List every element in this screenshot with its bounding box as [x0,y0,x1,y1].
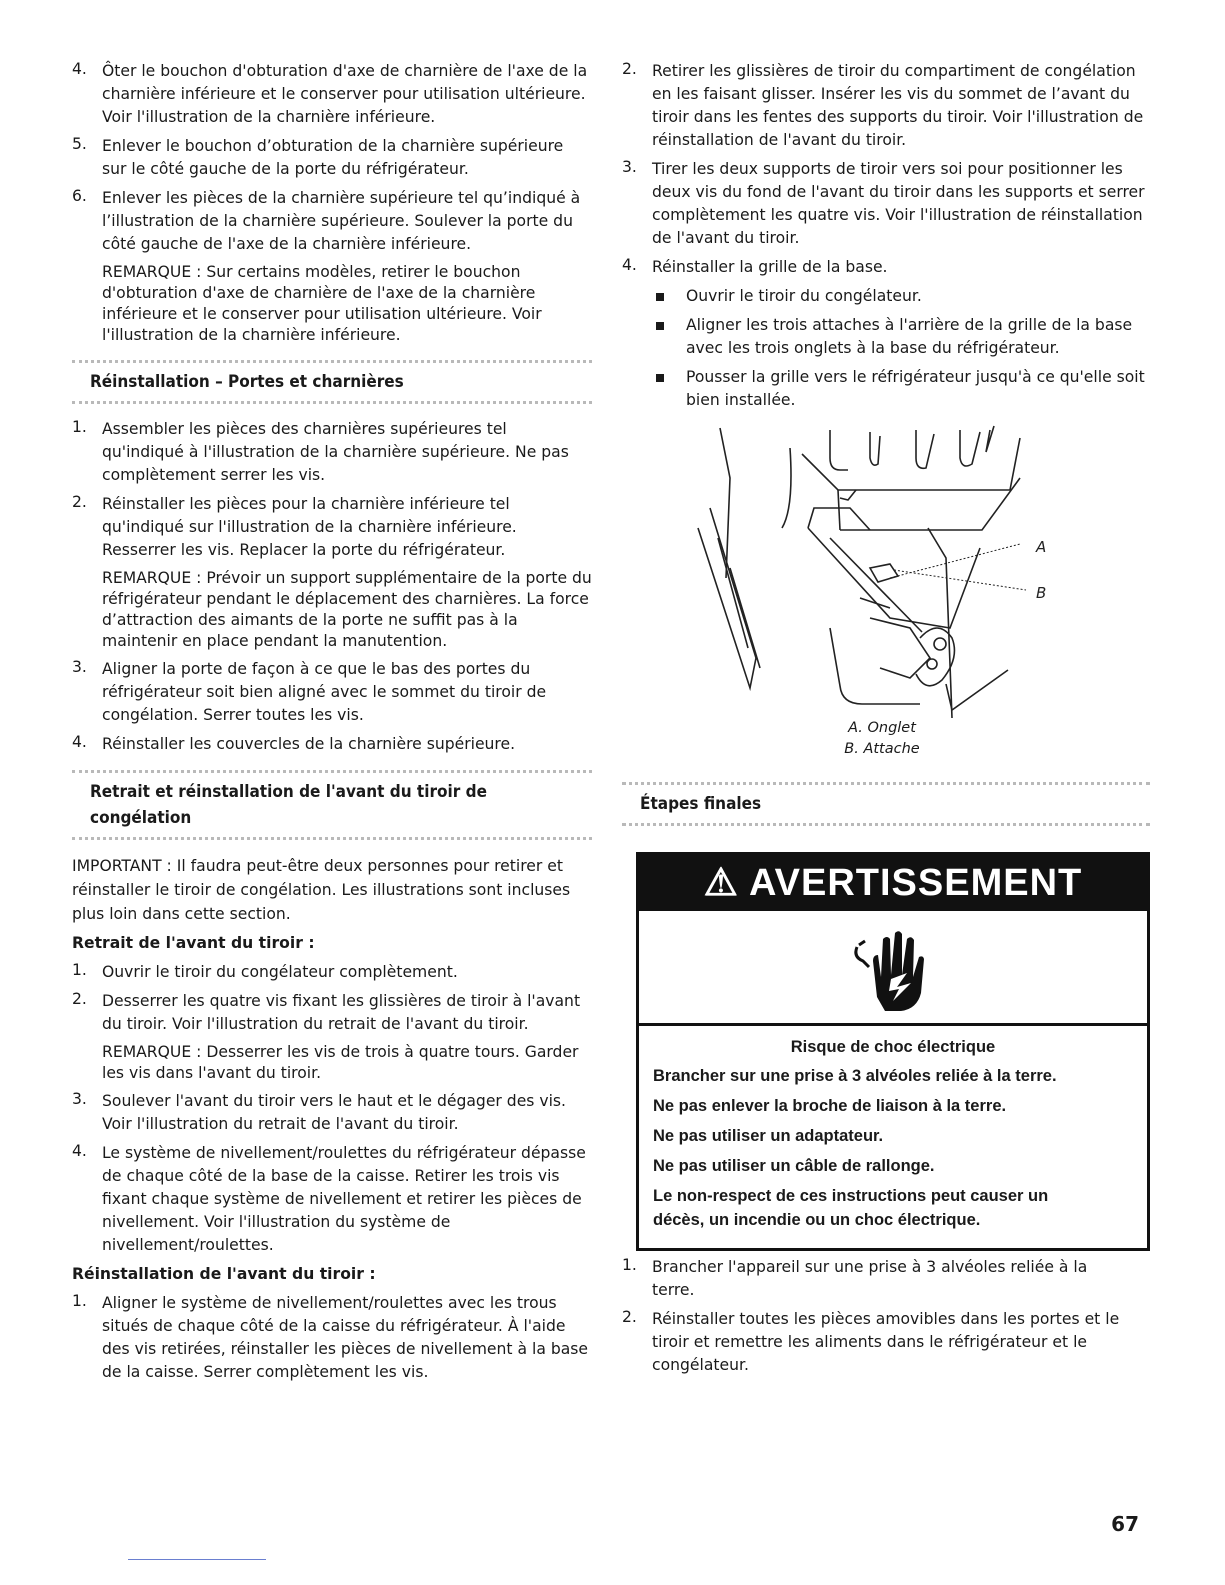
warning-line: Ne pas enlever la broche de liaison à la terre. [653,1097,1007,1115]
section-heading: Réinstallation – Portes et charnières [72,360,592,404]
list-item: 2. Desserrer les quatre vis fixant les glissières de tiroir à l'avant du tiroir. Voir l'illustration du retrait de l'avant du tiroir. [72,990,581,1033]
figure-label-b: B [1036,584,1047,602]
subheading: Retrait de l'avant du tiroir : [72,934,315,952]
warning-header: ⚠ AVERTISSEMENT [639,855,1147,911]
section-heading: Étapes finales [622,782,1150,826]
note-paragraph: REMARQUE : Prévoir un support supplémentaire de la porte du réfrigérateur pendant le déplacement des charnières. La force d’attraction des aimants de la porte ne suffit pas à la maintenir en place pendant la manutention. [102,569,592,650]
bullet-item: Pousser la grille vers le réfrigérateur jusqu'à ce qu'elle soit bien installée. [652,366,1150,412]
warning-line: Ne pas utiliser un câble de rallonge. [653,1157,935,1175]
list-item: 1. Aligner le système de nivellement/roulettes avec les trous situés de chaque côté de la caisse du réfrigérateur. À l'aide des vis retirées, réinstaller les pièces de nivellement à la base de la caisse. Serrer complètement les vis. [72,1292,589,1381]
bullet-item: Aligner les trois attaches à l'arrière de la grille de la base avec les trois onglets à la base du réfrigérateur. [652,314,1150,360]
warning-line: Ne pas utiliser un adaptateur. [653,1127,884,1145]
warning-line: Le non-respect de ces instructions peut causer un décès, un incendie ou un choc électrique. [653,1187,1049,1229]
list-item: 4. Le système de nivellement/roulettes du réfrigérateur dépasse de chaque côté de la base de la caisse. Retirer les trois vis fixant chaque système de nivellement et retirer les pièces de nivellement. Voir l'illustration du système de nivellement/roulettes. [72,1142,586,1254]
list-item: 3. Aligner la porte de façon à ce que le bas des portes du réfrigérateur soit bien aligné avec le sommet du tiroir de congélation. Serrer toutes les vis. [72,658,547,724]
right-column [622,60,1150,840]
list-item: 4. Réinstaller les couvercles de la charnière supérieure. [72,733,516,753]
figure-label-a: A [1036,538,1047,556]
list-item: 1. Brancher l'appareil sur une prise à 3 alvéoles reliée à la terre. [622,1256,1088,1299]
list-item: 4. Ôter le bouchon d'obturation d'axe de charnière de l'axe de la charnière inférieure et le conserver pour utilisation ultérieure. Voir l'illustration de la charnière inférieure. [72,60,588,126]
page-number: 67 [1111,1512,1139,1536]
subheading: Réinstallation de l'avant du tiroir : [72,1265,376,1283]
bullet-item: Ouvrir le tiroir du congélateur. [652,285,1150,308]
warning-body [639,1026,1147,1248]
base-grille-illustration [690,418,1090,718]
warning-triangle-icon: ⚠ [703,862,739,904]
warning-title: Risque de choc électrique [790,1038,996,1056]
warning-box [636,852,1150,1251]
list-item: 3. Tirer les deux supports de tiroir vers soi pour positionner les deux vis du fond de l'avant du tiroir dans les supports et serrer complètement les quatre vis. Voir l'illustration de réinstallation de l'avant du tiroir. [622,158,1145,247]
note-paragraph: REMARQUE : Sur certains modèles, retirer le bouchon d'obturation d'axe de charnière de l'axe de la charnière inférieure et le conserver pour utilisation ultérieure. Voir l'illustration de la charnière inférieure. [102,263,542,344]
list-item: 6. Enlever les pièces de la charnière supérieure tel qu’indiqué à l’illustration de la charnière supérieure. Soulever la porte du côté gauche de l'axe de la charnière inférieure. [72,187,581,253]
left-column [72,60,592,1390]
note-paragraph: REMARQUE : Desserrer les vis de trois à quatre tours. Garder les vis dans l'avant du tiroir. [102,1043,579,1082]
warning-line: Brancher sur une prise à 3 alvéoles reliée à la terre. [653,1067,1057,1085]
bullet-square-icon [656,322,664,330]
important-paragraph: IMPORTANT : Il faudra peut-être deux personnes pour retirer et réinstaller le tiroir de congélation. Les illustrations sont incluses plus loin dans cette section. [72,857,571,923]
final-steps-list [622,1256,1122,1383]
electric-shock-icon [851,917,931,1017]
bullet-square-icon [656,293,664,301]
list-item: 1. Ouvrir le tiroir du congélateur complètement. [72,961,458,981]
bullet-square-icon [656,374,664,382]
figure-caption: A. Onglet B. Attache [844,720,920,757]
section-heading: Retrait et réinstallation de l'avant du tiroir de congélation [72,770,592,840]
list-item: 4. Réinstaller la grille de la base. [622,256,888,276]
list-item: 1. Assembler les pièces des charnières supérieures tel qu'indiqué à l'illustration de la charnière supérieure. Ne pas complètement serrer les vis. [72,418,569,484]
list-item: 2. Réinstaller les pièces pour la charnière inférieure tel qu'indiqué sur l'illustration de la charnière inférieure. Resserrer les vis. Replacer la porte du réfrigérateur. [72,493,517,559]
list-item: 3. Soulever l'avant du tiroir vers le haut et le dégager des vis. Voir l'illustration du retrait de l'avant du tiroir. [72,1090,567,1133]
list-item: 5. Enlever le bouchon d’obturation de la charnière supérieure sur le côté gauche de la porte du réfrigérateur. [72,135,564,178]
list-item: 2. Retirer les glissières de tiroir du compartiment de congélation en les faisant glisser. Insérer les vis du sommet de l’avant du tiroir dans les fentes des supports du tiroir. Voir l'illustration de réinstallation de l'avant du tiroir. [622,60,1144,149]
base-grille-drawing [690,418,1090,718]
list-item: 2. Réinstaller toutes les pièces amovibles dans les portes et le tiroir et remettre les aliments dans le réfrigérateur et le congélateur. [622,1308,1120,1374]
warning-icon-area [639,911,1147,1026]
footer-rule [128,1559,266,1560]
